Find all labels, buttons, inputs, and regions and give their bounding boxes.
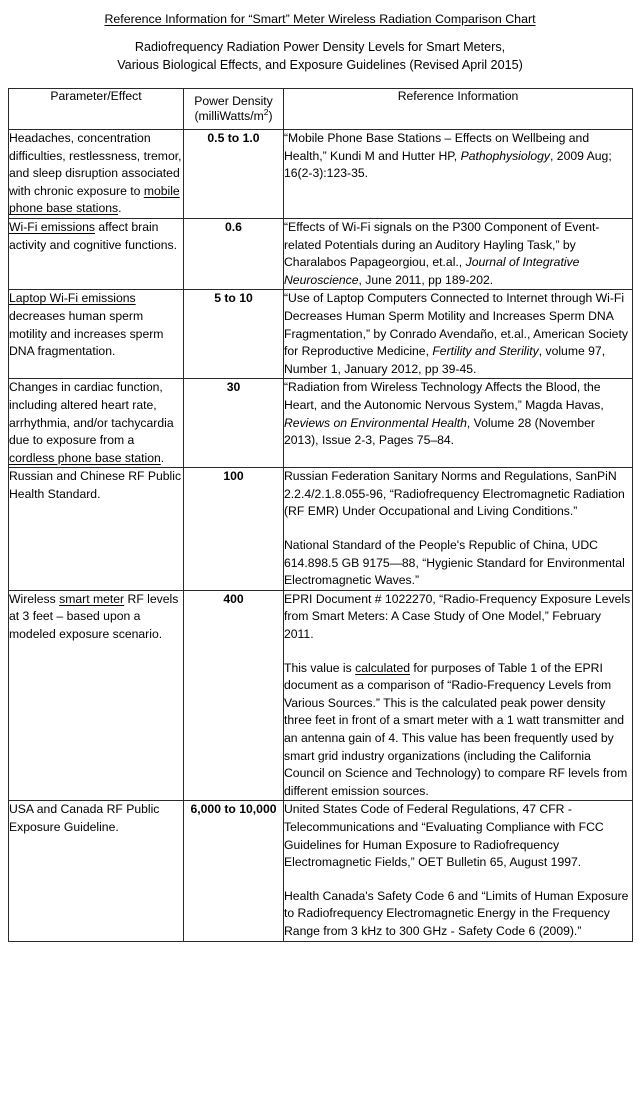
reference-paragraph [284, 591, 632, 644]
cell-power-density: 0.5 to 1.0 [184, 130, 284, 219]
reference-paragraph [284, 801, 632, 871]
reference-paragraph [284, 290, 632, 378]
text-run: Headaches, concentration difficulties, restlessness, tremor, and sleep disruption associated with chronic exposure to [9, 131, 182, 198]
cell-parameter-effect [9, 468, 184, 591]
text-run: . [118, 201, 122, 216]
italic-text: Reviews on Environmental Health [284, 415, 467, 430]
column-header-parameter: Parameter/Effect [9, 89, 184, 130]
cell-power-density: 6,000 to 10,000 [184, 801, 284, 941]
italic-text: Fertility and Sterility [432, 344, 539, 359]
text-run: USA and Canada RF Public Exposure Guideline. [9, 802, 160, 834]
text-run: affect brain activity and cognitive functions. [9, 219, 178, 252]
table-row [9, 801, 633, 941]
cell-power-density: 100 [184, 468, 284, 591]
reference-paragraph [284, 468, 632, 521]
table-body [9, 130, 633, 942]
cell-reference-information [284, 801, 633, 941]
cell-parameter-effect [9, 218, 184, 289]
cell-parameter-effect [9, 590, 184, 801]
text-run: , volume 97, Number 1, January 2012, pp 39-45. [284, 344, 606, 376]
cell-power-density: 0.6 [184, 218, 284, 289]
italic-text: Journal of Integrative Neuroscience [284, 255, 580, 287]
cell-parameter-effect [9, 290, 184, 379]
column-header-power-density-units-suffix: ) [268, 109, 273, 123]
text-run: Wireless [9, 591, 60, 606]
underlined-term: calculated [355, 660, 411, 675]
italic-text: Pathophysiology [460, 148, 551, 163]
text-run: “Effects of Wi-Fi signals on the P300 Component of Event-related Potentials during an Auditory Hayling Task,” by Charalabos Papageorgiou, et.al., [284, 219, 600, 270]
text-run: , Volume 28 (November 2013), Issue 2-3, Pages 75–84. [284, 415, 595, 448]
table-row [9, 379, 633, 468]
text-run: National Standard of the People's Republic of China, UDC 614.898.5 GB 9175—88, “Hygienic Standard for Environmental Electromagnetic Waves.” [284, 538, 625, 588]
column-header-power-density [184, 89, 284, 130]
text-run: “Use of Laptop Computers Connected to Internet through Wi-Fi Decreases Human Sperm Motility and Increases Sperm DNA Fragmentation,” by Conrado Avendaño, et.al., American Society for Reproductive Medicine, [284, 291, 628, 359]
table-row [9, 468, 633, 591]
text-run: Changes in cardiac function, including altered heart rate, arrhythmia, and/or tachycardia due to exposure from a [9, 380, 174, 448]
cell-reference-information [284, 130, 633, 219]
cell-parameter-effect [9, 130, 184, 219]
cell-reference-information [284, 468, 633, 591]
reference-paragraph [284, 219, 632, 289]
reference-paragraph [284, 130, 632, 183]
text-run: , 2009 Aug; 16(2-3):123-35. [284, 148, 612, 181]
page-subtitle-line-2: Various Biological Effects, and Exposure Guidelines (Revised April 2015) [117, 57, 523, 72]
text-run: United States Code of Federal Regulations, 47 CFR - Telecommunications and “Evaluating Compliance with FCC Guidelines for Human Exposure to Radiofrequency Electromagnetic Fields,” OET Bulletin 65, August 1997. [284, 802, 604, 870]
underlined-term: Wi-Fi emissions [9, 219, 95, 234]
cell-parameter-effect [9, 801, 184, 941]
page-title [0, 11, 640, 27]
underlined-term: smart meter [59, 591, 125, 606]
cell-reference-information [284, 590, 633, 801]
underlined-term: mobile phone base stations [9, 183, 180, 216]
cell-power-density: 400 [184, 590, 284, 801]
underlined-term: cordless phone base station [9, 450, 161, 465]
text-run: RF levels at 3 feet – based upon a modeled exposure scenario. [9, 591, 179, 642]
cell-power-density: 5 to 10 [184, 290, 284, 379]
table-row [9, 590, 633, 801]
text-run: for purposes of Table 1 of the EPRI document as a comparison of “Radio-Frequency Levels from Various Sources.” This is the calculated peak power density three feet in front of a smart meter with a 1 watt transmitter and an antenna gain of 4. This value has been frequently used by smart grid industry organizations (including the California Council on Science and Technology) to compare RF levels from different emission sources. [284, 660, 628, 798]
reference-paragraph [284, 537, 632, 590]
table-row [9, 218, 633, 289]
underlined-term: Laptop Wi-Fi emissions [9, 291, 136, 306]
text-run: EPRI Document # 1022270, “Radio-Frequency Exposure Levels from Smart Meters: A Case Study of One Model,” February 2011. [284, 591, 631, 642]
table-row [9, 290, 633, 379]
cell-reference-information [284, 218, 633, 289]
column-header-reference: Reference Information [284, 89, 633, 130]
text-run: Russian Federation Sanitary Norms and Regulations, SanPiN 2.2.4/2.1.8.055-96, “Radiofrequency Electromagnetic Radiation (RF EMR) Under Occupational and Living Conditions.” [284, 469, 625, 519]
column-header-power-density-units-prefix: (milliWatts/m [194, 109, 264, 123]
cell-parameter-effect [9, 379, 184, 468]
reference-paragraph [284, 660, 632, 801]
page-subtitle-line-1: Radiofrequency Radiation Power Density Levels for Smart Meters, [134, 40, 506, 54]
text-run: decreases human sperm motility and increases sperm DNA fragmentation. [9, 308, 164, 359]
text-run: Russian and Chinese RF Public Health Standard. [9, 469, 182, 501]
table-row [9, 130, 633, 219]
text-run: “Mobile Phone Base Stations – Effects on Wellbeing and Health,” Kundi M and Hutter HP, [284, 131, 590, 163]
cell-power-density: 30 [184, 379, 284, 468]
text-run: Health Canada's Safety Code 6 and “Limits of Human Exposure to Radiofrequency Electromagnetic Energy in the Frequency Range from 3 kHz to 300 GHz - Safety Code 6 (2009).” [284, 888, 629, 938]
cell-reference-information [284, 290, 633, 379]
text-run: “Radiation from Wireless Technology Affects the Blood, the Heart, and the Autonomic Nervous System,” Magda Havas, [284, 380, 604, 412]
cell-reference-information [284, 379, 633, 468]
text-run: . [160, 450, 165, 465]
reference-paragraph [284, 888, 632, 941]
page-title-text: Reference Information for “Smart” Meter Wireless Radiation Comparison Chart [104, 12, 536, 26]
text-run: This value is [284, 660, 356, 675]
reference-paragraph [284, 379, 632, 449]
reference-table [8, 88, 633, 942]
page-subtitle [46, 39, 594, 74]
column-header-power-density-line-1: Power Density [194, 94, 273, 108]
table-header-row [9, 89, 633, 130]
column-header-power-density-units-exponent: 2 [263, 106, 269, 117]
text-run: , June 2011, pp 189-202. [358, 272, 494, 287]
